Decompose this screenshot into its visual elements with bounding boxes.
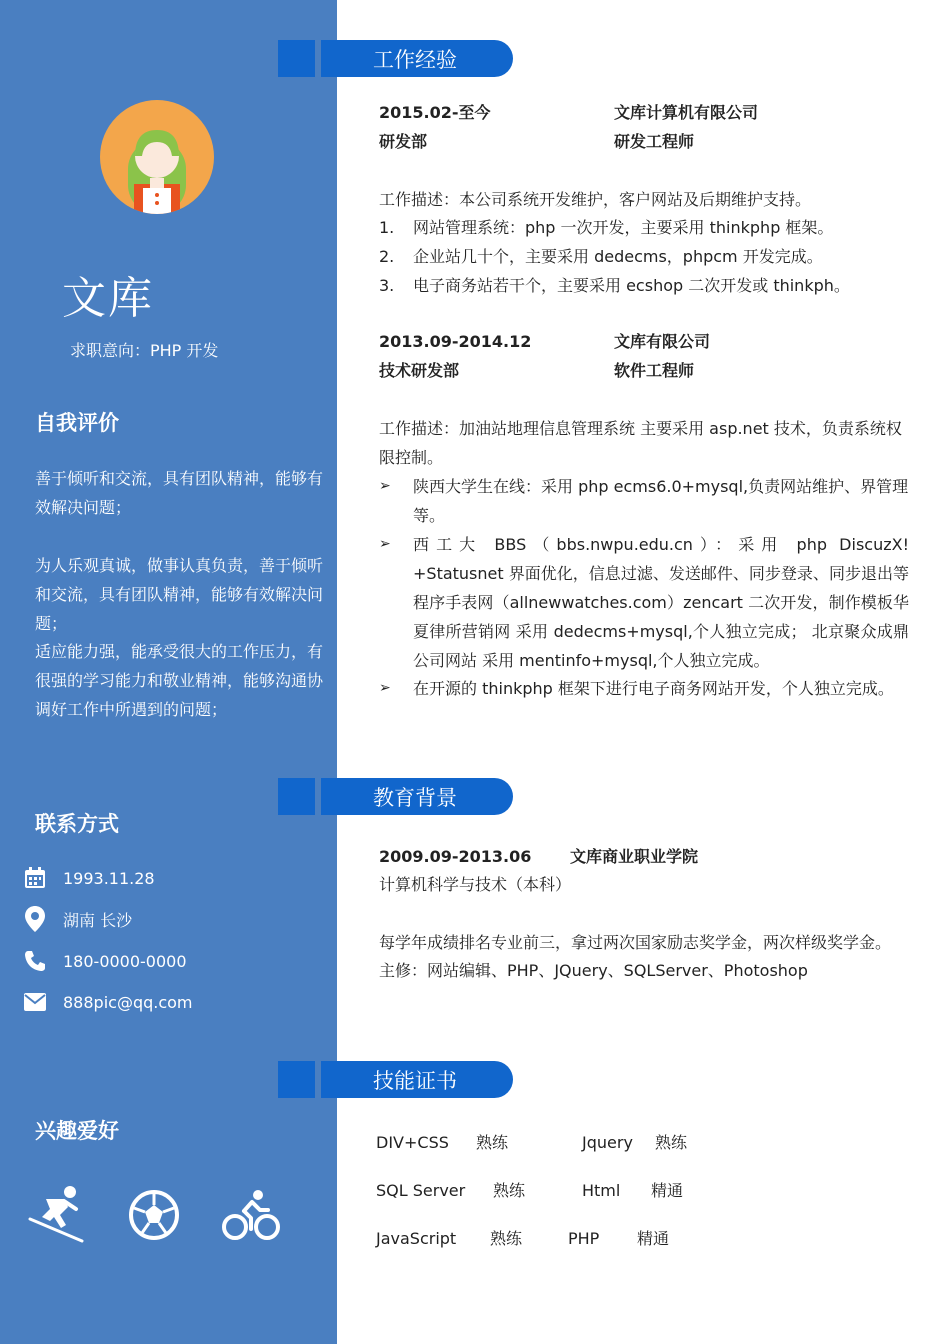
skills-heading: 技能证书 [373,1069,457,1093]
header-pill [321,1061,513,1098]
skill-level: 精通 [637,1229,670,1248]
job2-bullet-3: 在开源的 thinkphp 框架下进行电子商务网站开发，个人独立完成。 [413,679,894,698]
skill-name: SQL Server [376,1181,466,1200]
header-pill [321,778,513,815]
job2-bullet-2: 西工大 BBS（bbs.nwpu.edu.cn）：采用 php DiscuzX! +Statusnet 界面优化，信息过滤、发送邮件、同步登录、同步退出等程序手表网（allnewwatches.com）zencart 二次开发，制作模板华夏律所营销网 采用 dedecms+mysql,个人独立完成； 北京聚众成鼎公司网站 采用 mentinfo+mysql,个人独立完成。 [413,535,909,670]
skill-name: DIV+CSS [376,1133,449,1152]
skill-level: 熟练 [476,1133,509,1152]
location-text: 湖南 长沙 [63,910,133,930]
job1-item-2-num: 2. [379,247,395,266]
job1-desc: 工作描述：本公司系统开发维护，客户网站及后期维护支持。 [379,190,812,209]
bullet-arrow-icon: ➢ [379,536,391,552]
edu-desc-1: 每学年成绩排名专业前三，拿过两次国家励志奖学金，两次样级奖学金。 [379,933,892,952]
phone-icon [22,948,48,974]
self-eval-para-2: 为人乐观真诚，做事认真负责，善于倾听和交流，具有团队精神，能够有效解决问题； [35,556,324,633]
self-eval-para-3: 适应能力强，能承受很大的工作压力，有很强的学习能力和敬业精神，能够沟通协调好工作中所遇到的问题； [35,642,324,719]
job1-item-3: 电子商务站若干个，主要采用 ecshop 二次开发或 thinkph。 [413,276,850,295]
mail-icon [22,989,48,1015]
job2-role: 软件工程师 [614,361,695,380]
job2-period: 2013.09-2014.12 [379,332,532,351]
birthday-text: 1993.11.28 [63,868,155,888]
bullet-arrow-icon: ➢ [379,478,391,494]
skill-level: 精通 [651,1181,684,1200]
education-heading: 教育背景 [373,786,457,810]
job1-company: 文库计算机有限公司 [614,103,759,122]
calendar-icon [22,865,48,891]
job1-item-3-num: 3. [379,276,395,295]
header-square [278,1061,315,1098]
contact-location [22,905,132,933]
phone-text: 180-0000-0000 [63,951,187,971]
location-pin-icon [22,906,48,932]
hobbies-heading: 兴趣爱好 [35,1119,119,1143]
cycling-icon [222,1185,280,1247]
skill-level: 熟练 [493,1181,526,1200]
work-heading: 工作经验 [373,48,457,72]
skill-level: 熟练 [490,1229,523,1248]
job1-dept: 研发部 [379,132,428,151]
edu-period: 2009.09-2013.06 [379,847,532,866]
contact-heading: 联系方式 [35,812,119,836]
job2-dept: 技术研发部 [379,361,460,380]
skill-name: JavaScript [376,1229,457,1248]
contact-email [22,988,193,1016]
header-pill [321,40,513,77]
soccer-icon [128,1185,180,1247]
skill-level: 熟练 [655,1133,688,1152]
contact-birthday [22,864,155,892]
email-text: 888pic@qq.com [63,992,193,1012]
contact-phone [22,947,187,975]
header-square [278,40,315,77]
skill-name: PHP [568,1229,600,1248]
self-eval-para-1: 善于倾听和交流，具有团队精神，能够有效解决问题； [35,469,324,517]
skiing-icon [28,1185,86,1247]
sidebar [0,0,337,1344]
girl-avatar-icon [100,100,214,214]
job1-item-1-num: 1. [379,218,395,237]
skill-name: Jquery [582,1133,633,1152]
job2-bullet-1: 陕西大学生在线：采用 php ecms6.0+mysql,负责网站维护、界管理等。 [413,477,909,525]
candidate-name: 文库 [62,273,154,324]
skill-name: Html [582,1181,621,1200]
job1-item-1: 网站管理系统：php 一次开发，主要采用 thinkphp 框架。 [413,218,834,237]
self-eval-heading: 自我评价 [35,411,119,435]
edu-desc-2: 主修：网站编辑、PHP、JQuery、SQLServer、Photoshop [379,961,808,980]
job2-desc: 工作描述：加油站地理信息管理系统 主要采用 asp.net 技术，负责系统权限控制。 [379,419,902,467]
job1-role: 研发工程师 [614,132,695,151]
avatar [100,100,214,214]
job2-company: 文库有限公司 [614,332,711,351]
job-intent: 求职意向：PHP 开发 [70,341,219,360]
header-square [278,778,315,815]
bullet-arrow-icon: ➢ [379,680,391,696]
edu-school: 文库商业职业学院 [570,847,699,866]
edu-major: 计算机科学与技术（本科） [379,875,572,894]
job1-period: 2015.02-至今 [379,103,491,122]
job1-item-2: 企业站几十个，主要采用 dedecms，phpcm 开发完成。 [413,247,823,266]
